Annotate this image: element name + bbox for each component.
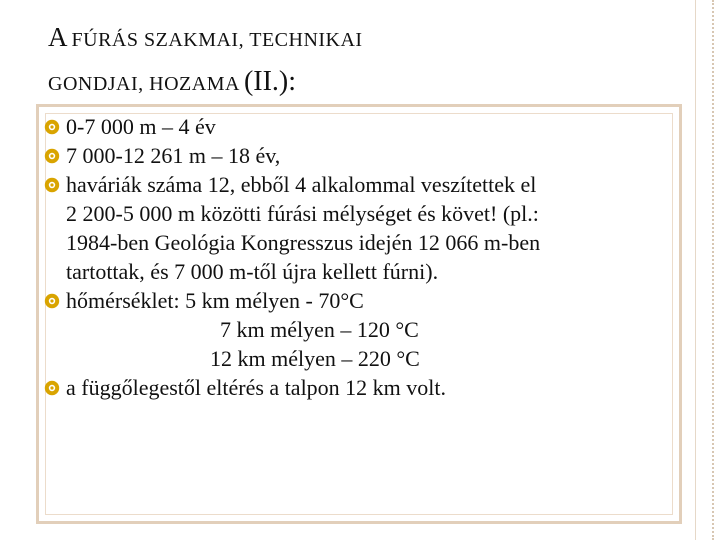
sun-gear-icon (44, 119, 60, 135)
bullet-continuation: 1984-ben Geológia Kongresszus idején 12 066 m-ben (66, 230, 541, 255)
edge-line (695, 0, 696, 540)
bullet-text: haváriák száma 12, ebből 4 alkalommal veszítettek el (66, 172, 537, 197)
list-item (44, 141, 674, 170)
title-line-2-big: (II.): (243, 66, 297, 97)
bullet-continuation: 7 km mélyen – 120 °C (220, 317, 419, 342)
bullet-text: 7 000-12 261 m – 18 év, (66, 143, 281, 168)
bullet-continuation: 2 200-5 000 m közötti fúrási mélységet és követ! (pl.: (66, 201, 539, 226)
list-item (44, 286, 674, 373)
list-item (44, 170, 674, 286)
title-initial: A (48, 22, 68, 52)
sun-gear-icon (44, 380, 60, 396)
bullet-list (44, 112, 674, 402)
title-line-2-text: GONDJAI, HOZAMA (48, 73, 240, 95)
sun-gear-icon (44, 177, 60, 193)
edge-dots (712, 0, 714, 540)
bullet-text: 0-7 000 m – 4 év (66, 114, 216, 139)
list-item (44, 112, 674, 141)
bullet-text: a függőlegestől eltérés a talpon 12 km volt. (66, 375, 447, 400)
title-line-1-text: FÚRÁS SZAKMAI, TECHNIKAI (71, 29, 363, 51)
sun-gear-icon (44, 148, 60, 164)
list-item (44, 373, 674, 402)
bullet-text: hőmérséklet: 5 km mélyen - 70°C (66, 288, 364, 313)
bullet-continuation: tartottak, és 7 000 m-től újra kellett fúrni). (66, 259, 439, 284)
slide-title (48, 24, 668, 112)
bullet-continuation: 12 km mélyen – 220 °C (210, 346, 420, 371)
sun-gear-icon (44, 293, 60, 309)
title-line-1 (48, 24, 668, 68)
